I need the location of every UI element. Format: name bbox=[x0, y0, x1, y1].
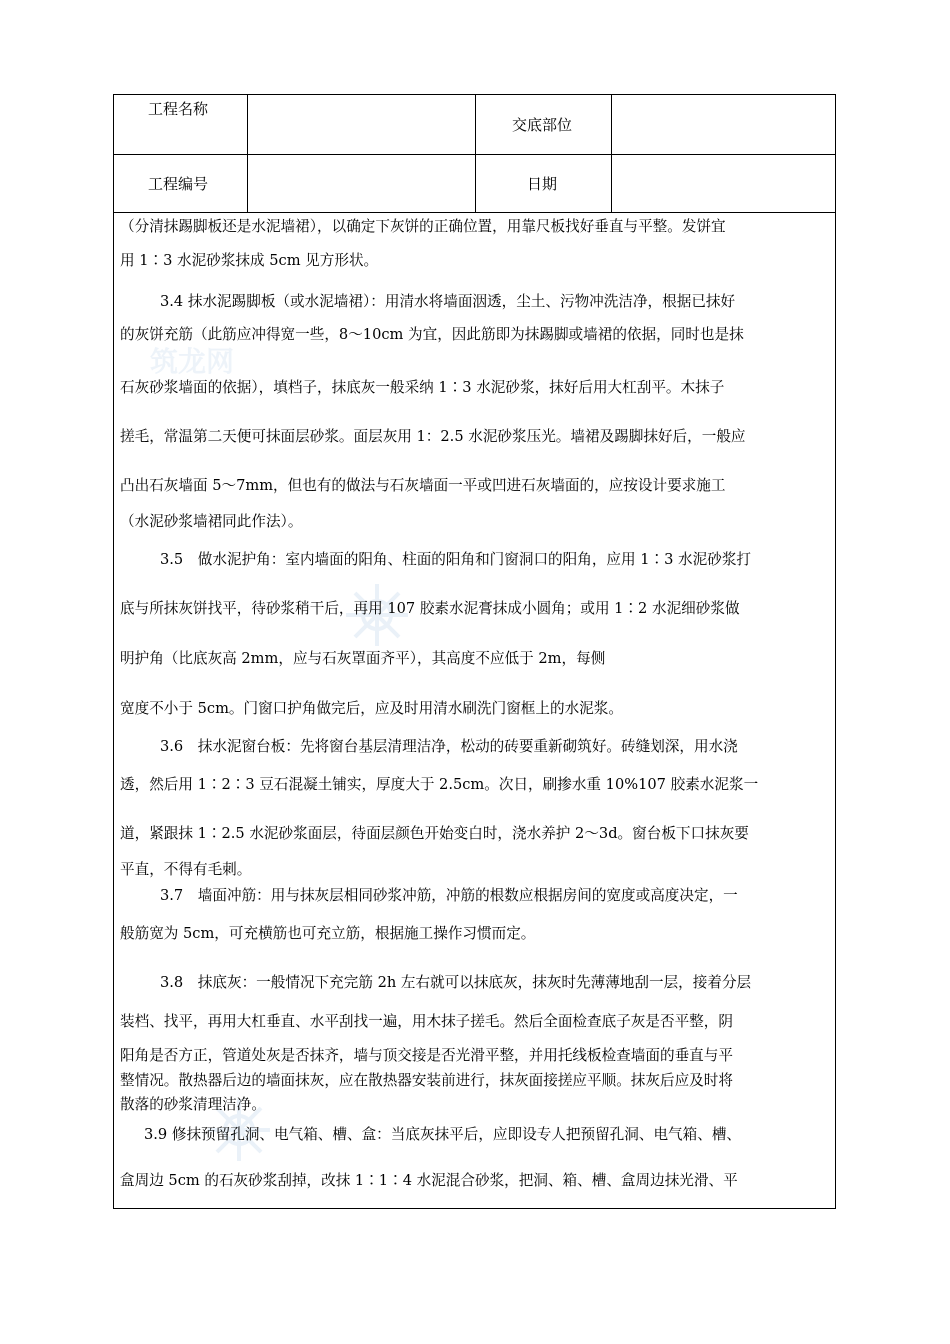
col-divider bbox=[247, 95, 248, 154]
body-line: 宽度不小于 5cm。门窗口护角做完后，应及时用清水刷洗门窗框上的水泥浆。 bbox=[120, 700, 623, 717]
body-line: 3.5 做水泥护角：室内墙面的阳角、柱面的阳角和门窗洞口的阳角，应用 1∶3 水泥砂浆打 bbox=[160, 551, 752, 568]
disclosure-part-label: 交底部位 bbox=[512, 116, 573, 134]
col-divider bbox=[611, 154, 612, 212]
date-label: 日期 bbox=[527, 175, 558, 193]
col-divider bbox=[247, 154, 248, 212]
body-line: 3.9 修抹预留孔洞、电气箱、槽、盒：当底灰抹平后，应即设专人把预留孔洞、电气箱、槽、 bbox=[144, 1126, 742, 1143]
watermark-text: 筑龙网 bbox=[150, 345, 235, 378]
body-line: 用 1∶3 水泥砂浆抹成 5cm 见方形状。 bbox=[120, 252, 379, 269]
disclosure-form bbox=[113, 94, 836, 1209]
body-line: 盒周边 5cm 的石灰砂浆刮掉，改抹 1∶1∶4 水泥混合砂浆，把洞、箱、槽、盒周边抹光滑、平 bbox=[120, 1172, 738, 1189]
body-line: 装档、找平，再用大杠垂直、水平刮找一遍，用木抹子搓毛。然后全面检查底子灰是否平整，阴 bbox=[120, 1013, 733, 1030]
body-line: 底与所抹灰饼找平，待砂浆稍干后，再用 107 胶素水泥膏抹成小圆角；或用 1∶2 水泥细砂浆做 bbox=[120, 600, 740, 617]
body-line: 平直，不得有毛刺。 bbox=[120, 861, 252, 878]
body-line: 搓毛，常温第二天便可抹面层砂浆。面层灰用 1：2.5 水泥砂浆压光。墙裙及踢脚抹好后，一般应 bbox=[120, 428, 746, 445]
body-line: 3.4 抹水泥踢脚板（或水泥墙裙）：用清水将墙面洇透，尘土、污物冲洗洁净，根据已抹好 bbox=[160, 293, 736, 310]
body-line: 散落的砂浆清理洁净。 bbox=[120, 1096, 266, 1113]
body-line: 的灰饼充筋（此筋应冲得宽一些，8～10cm 为宜，因此筋即为抹踢脚或墙裙的依据，同时也是抹 bbox=[120, 326, 744, 343]
header-bottom-border bbox=[114, 212, 835, 213]
body-line: 3.8 抹底灰：一般情况下充完筋 2h 左右就可以抹底灰，抹灰时先薄薄地刮一层，接着分层 bbox=[160, 974, 752, 991]
project-name-label: 工程名称 bbox=[148, 100, 209, 118]
body-line: （分清抹踢脚板还是水泥墙裙），以确定下灰饼的正确位置，用靠尺板找好垂直与平整。发饼宜 bbox=[120, 218, 726, 235]
body-line: （水泥砂浆墙裙同此作法）。 bbox=[120, 513, 303, 530]
body-line: 3.6 抹水泥窗台板：先将窗台基层清理洁净，松动的砖要重新砌筑好。砖缝划深，用水浇 bbox=[160, 738, 738, 755]
body-line: 明护角（比底灰高 2mm，应与石灰罩面齐平），其高度不应低于 2m，每侧 bbox=[120, 650, 606, 667]
body-line: 透，然后用 1∶2∶3 豆石混凝土铺实，厚度大于 2.5cm。次日，刷掺水重 10%107 胶素水泥浆一 bbox=[120, 776, 759, 793]
body-line: 道，紧跟抹 1∶2.5 水泥砂浆面层，待面层颜色开始变白时，浇水养护 2～3d。窗台板下口抹灰要 bbox=[120, 825, 749, 842]
body-line: 阳角是否方正，管道处灰是否抹齐，墙与顶交接是否光滑平整，并用托线板检查墙面的垂直与平 bbox=[120, 1047, 733, 1064]
project-no-label: 工程编号 bbox=[148, 175, 209, 193]
body-line: 石灰砂浆墙面的依据），填档子，抹底灰一般采纳 1∶3 水泥砂浆，抹好后用大杠刮平。木抹子 bbox=[120, 379, 725, 396]
col-divider bbox=[475, 95, 476, 154]
body-line: 整情况。散热器后边的墙面抹灰，应在散热器安装前进行，抹灰面接搓应平顺。抹灰后应及时将 bbox=[120, 1072, 733, 1089]
body-line: 3.7 墙面冲筋：用与抹灰层相同砂浆冲筋，冲筋的根数应根据房间的宽度或高度决定，一 bbox=[160, 887, 738, 904]
body-line: 般筋宽为 5cm，可充横筋也可充立筋，根据施工操作习惯而定。 bbox=[120, 925, 536, 942]
col-divider bbox=[475, 154, 476, 212]
col-divider bbox=[611, 95, 612, 154]
body-line: 凸出石灰墙面 5～7mm，但也有的做法与石灰墙面一平或凹进石灰墙面的，应按设计要求施工 bbox=[120, 477, 726, 494]
